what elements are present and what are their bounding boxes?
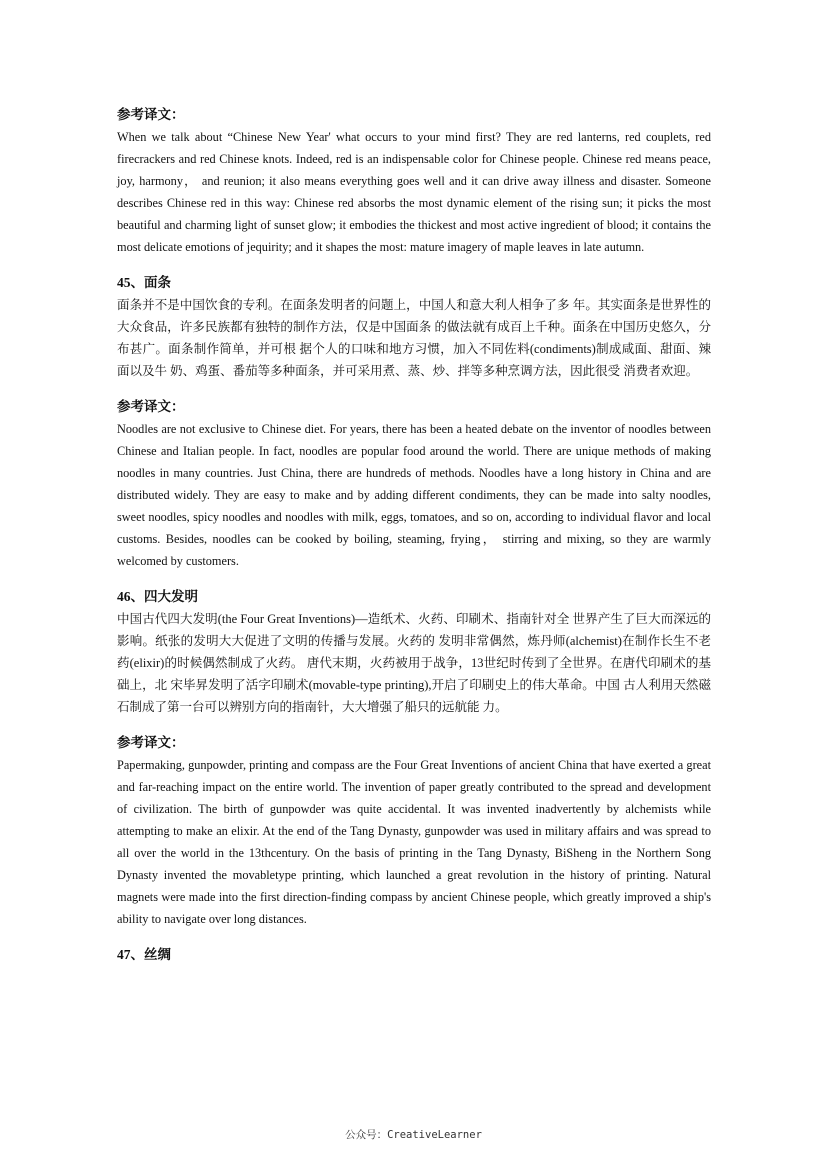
section-heading: 参考译文：: [117, 399, 185, 414]
section-heading: 46、四大发明: [117, 589, 198, 604]
section-paragraph: 中国古代四大发明(the Four Great Inventions)—造纸术、火药、印刷术、指南针对全 世界产生了巨大而深远的影响。纸张的发明大大促进了文明的传播与发展。火药的 发明非常偶然，炼丹师(alchemist)在制作长生不老药(elixir)的时候偶然制成了火药。 唐代末期，火药被用于战争，13世纪时传到了全世界。在唐代印刷术的基础上，北 宋毕昇发明了活字印刷术(movable-type printing),开启了印刷史上的伟大革命。中国 古人利用天然磁石制成了第一台可以辨别方向的指南针，大大增强了船只的远航能 力。: [117, 612, 711, 714]
section-heading: 45、面条: [117, 275, 171, 290]
section-paragraph: 面条并不是中国饮食的专利。在面条发明者的问题上，中国人和意大利人相争了多 年。其实面条是世界性的大众食品，许多民族都有独特的制作方法，仅是中国面条 的做法就有成百上千种。面条在中国历史悠久，分布甚广。面条制作简单，并可根 据个人的口味和地方习惯，加入不同佐料(condiments)制成咸面、甜面、辣面以及牛 奶、鸡蛋、番茄等多种面条，并可采用煮、蒸、炒、拌等多种烹调方法，因此很受 消费者欢迎。: [117, 298, 711, 378]
page-footer: 公众号：CreativeLearner: [345, 1129, 482, 1141]
section-paragraph: Papermaking, gunpowder, printing and compass are the Four Great Inventions of ancient China that have exerted a great and far-reaching impact on the entire world. The invention of paper greatly contributed to the spread and development of civilization. The birth of gunpowder was quite accidental. It was invented inadvertently by alchemists while attempting to make an elixir. At the end of the Tang Dynasty, gunpowder was used in military affairs and was spread to all over the world in the 13thcentury. On the basis of printing in the Tang Dynasty, BiSheng in the Northern Song Dynasty invented the movabletype printing, which launched a great revolution in the history of printing. Natural magnets were made into the first direction-finding compass by ancient Chinese people, which greatly improved a ship's ability to navigate over long distances.: [117, 758, 711, 926]
document-body: [117, 104, 711, 966]
section-heading: 参考译文：: [117, 735, 185, 750]
section-heading: 参考译文：: [117, 107, 185, 122]
section-heading: 47、丝绸: [117, 947, 171, 962]
section-paragraph: When we talk about “Chinese New Year' what occurs to your mind first? They are red lanterns, red couplets, red firecrackers and red Chinese knots. Indeed, red is an indispensable color for Chinese people. Chinese red means peace, joy, harmony， and reunion; it also means everything goes well and it can drive away illness and disaster. Someone describes Chinese red in this way: Chinese red absorbs the most dynamic element of the rising sun; it picks the most beautiful and charming light of sunset glow; it embodies the thickest and most active ingredient of blood; it contains the most delicate emotions of jequirity; and it shapes the most: mature imagery of maple leaves in late autumn.: [117, 130, 711, 254]
section-paragraph: Noodles are not exclusive to Chinese diet. For years, there has been a heated debate on the inventor of noodles between Chinese and Italian people. In fact, noodles are popular food around the world. There are unique methods of making noodles in many countries. Just China, there are hundreds of methods. Noodles have a long history in China and are distributed widely. They are easy to make and by adding different condiments, they can be made into salty noodles, sweet noodles, spicy noodles and noodles with milk, eggs, tomatoes, and so on, according to individual flavor and local customs. Besides, noodles can be cooked by boiling, steaming, frying， stirring and mixing, so they are warmly welcomed by customers.: [117, 422, 711, 568]
